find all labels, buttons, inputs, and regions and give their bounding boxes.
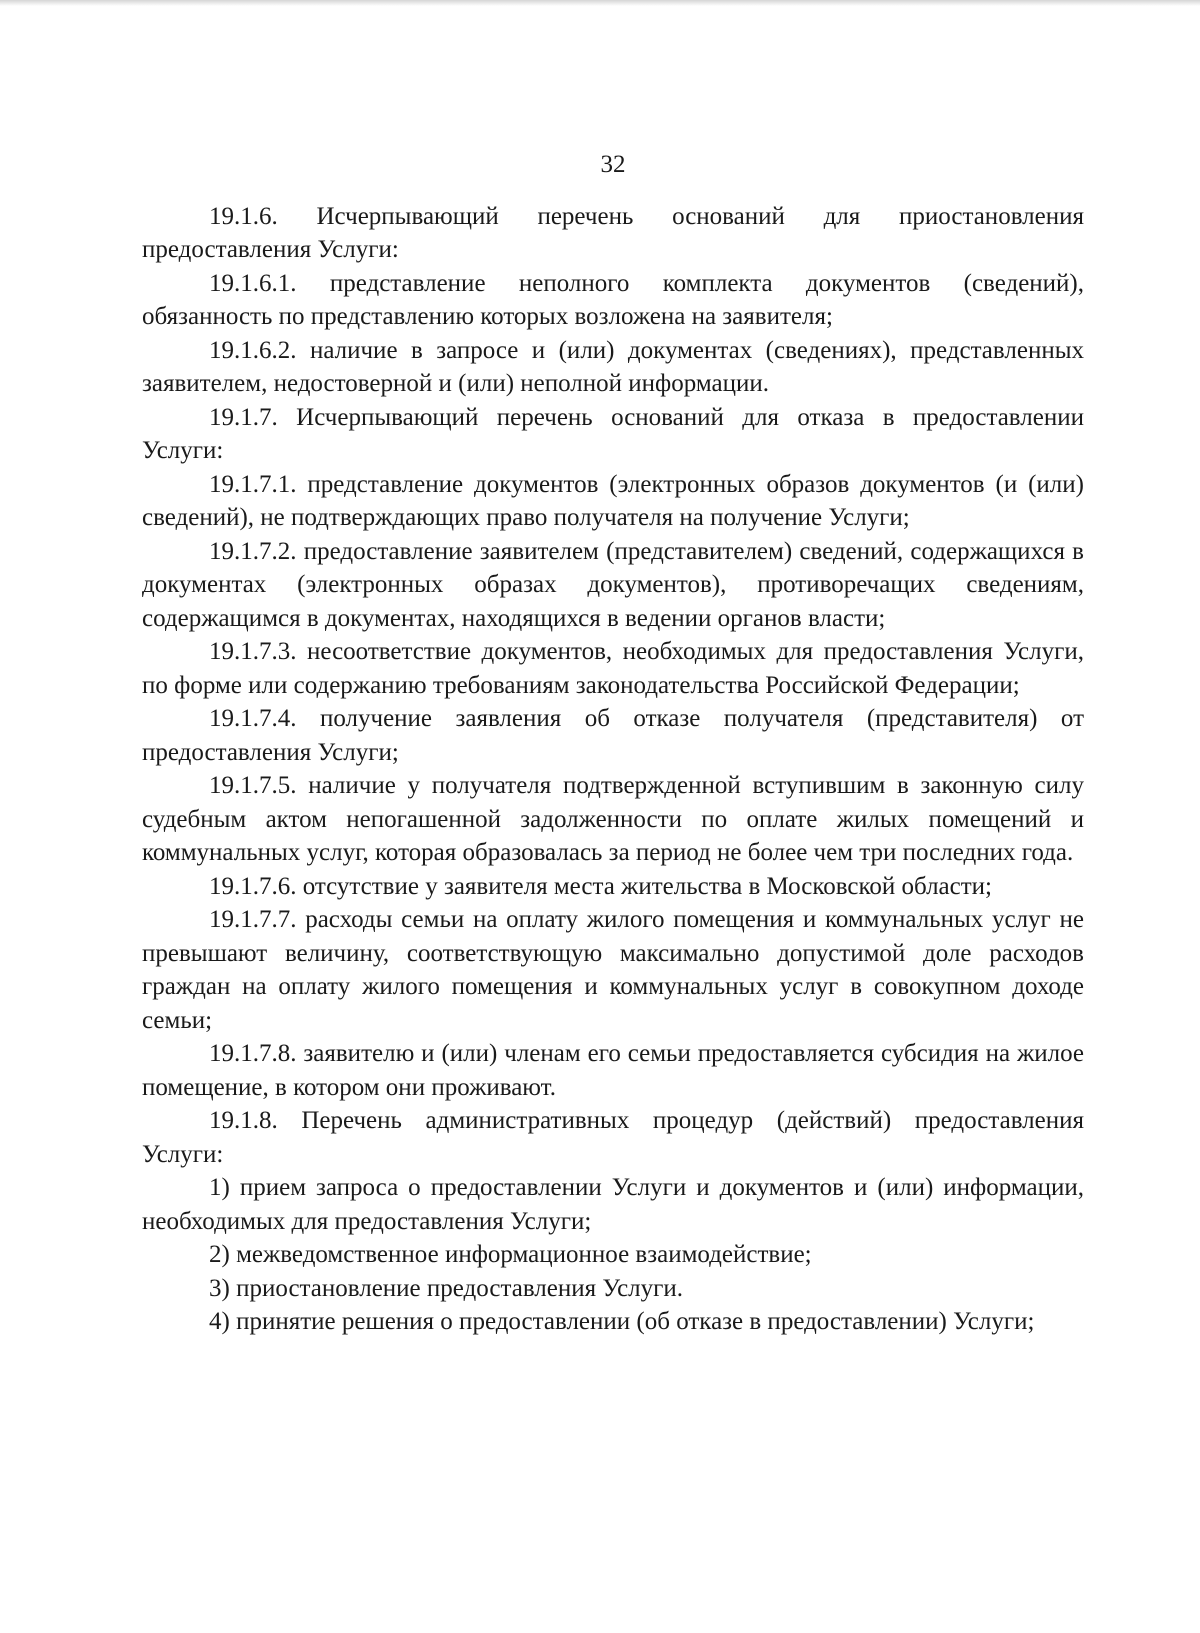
paragraph-19-1-7-1: 19.1.7.1. представление документов (электронных образов документов (и (или) сведений), не подтверждающих право получателя на получение Услуги;: [142, 470, 1084, 531]
paragraph-19-1-7: 19.1.7. Исчерпывающий перечень оснований для отказа в предоставлении Услуги:: [142, 403, 1084, 464]
list-item-2: 2) межведомственное информационное взаимодействие;: [209, 1241, 812, 1268]
paragraph-19-1-7-4: 19.1.7.4. получение заявления об отказе получателя (представителя) от предоставления Услуги;: [142, 705, 1084, 766]
paragraph-19-1-6-1: 19.1.6.1. представление неполного комплекта документов (сведений), обязанность по представлению которых возложена на заявителя;: [142, 269, 1084, 330]
paragraph-19-1-6-2: 19.1.6.2. наличие в запросе и (или) документах (сведениях), представленных заявителем, недостоверной и (или) неполной информации.: [142, 336, 1084, 397]
list-item-3: 3) приостановление предоставления Услуги.: [209, 1274, 684, 1302]
list-item-1: 1) прием запроса о предоставлении Услуги и документов и (или) информации, необходимых для предоставления Услуги;: [142, 1174, 1084, 1235]
paragraph-19-1-7-5: 19.1.7.5. наличие у получателя подтвержденной вступившим в законную силу судебным актом непогашенной задолженности по оплате жилых помещений и коммунальных услуг, которая образовалась за период не более чем три последних года.: [142, 772, 1084, 866]
paragraph-19-1-7-8: 19.1.7.8. заявителю и (или) членам его семьи предоставляется субсидия на жилое помещение, в котором они проживают.: [142, 1040, 1084, 1101]
paragraph-19-1-6: 19.1.6. Исчерпывающий перечень оснований для приостановления предоставления Услуги:: [142, 202, 1084, 263]
paragraph-19-1-7-2: 19.1.7.2. предоставление заявителем (представителем) сведений, содержащихся в документах (электронных образах документов), противоречащих сведениям, содержащимся в документах, находящихся в ведении органов власти;: [142, 537, 1084, 632]
paragraph-19-1-8: 19.1.8. Перечень административных процедур (действий) предоставления Услуги:: [142, 1107, 1084, 1168]
document-page: [142, 148, 1084, 1339]
paragraph-19-1-7-6: 19.1.7.6. отсутствие у заявителя места жительства в Московской области;: [209, 872, 992, 900]
paragraph-19-1-7-3: 19.1.7.3. несоответствие документов, необходимых для предоставления Услуги, по форме или содержанию требованиям законодательства Российской Федерации;: [142, 638, 1084, 699]
paragraph-19-1-7-7: 19.1.7.7. расходы семьи на оплату жилого помещения и коммунальных услуг не превышают величину, соответствующую максимально допустимой доле расходов граждан на оплату жилого помещения и коммунальных услуг в совокупном доходе семьи;: [142, 906, 1084, 1034]
page-number: 32: [600, 151, 626, 178]
scan-top-edge: [0, 0, 1200, 6]
list-item-4: 4) принятие решения о предоставлении (об отказе в предоставлении) Услуги;: [209, 1308, 1035, 1335]
